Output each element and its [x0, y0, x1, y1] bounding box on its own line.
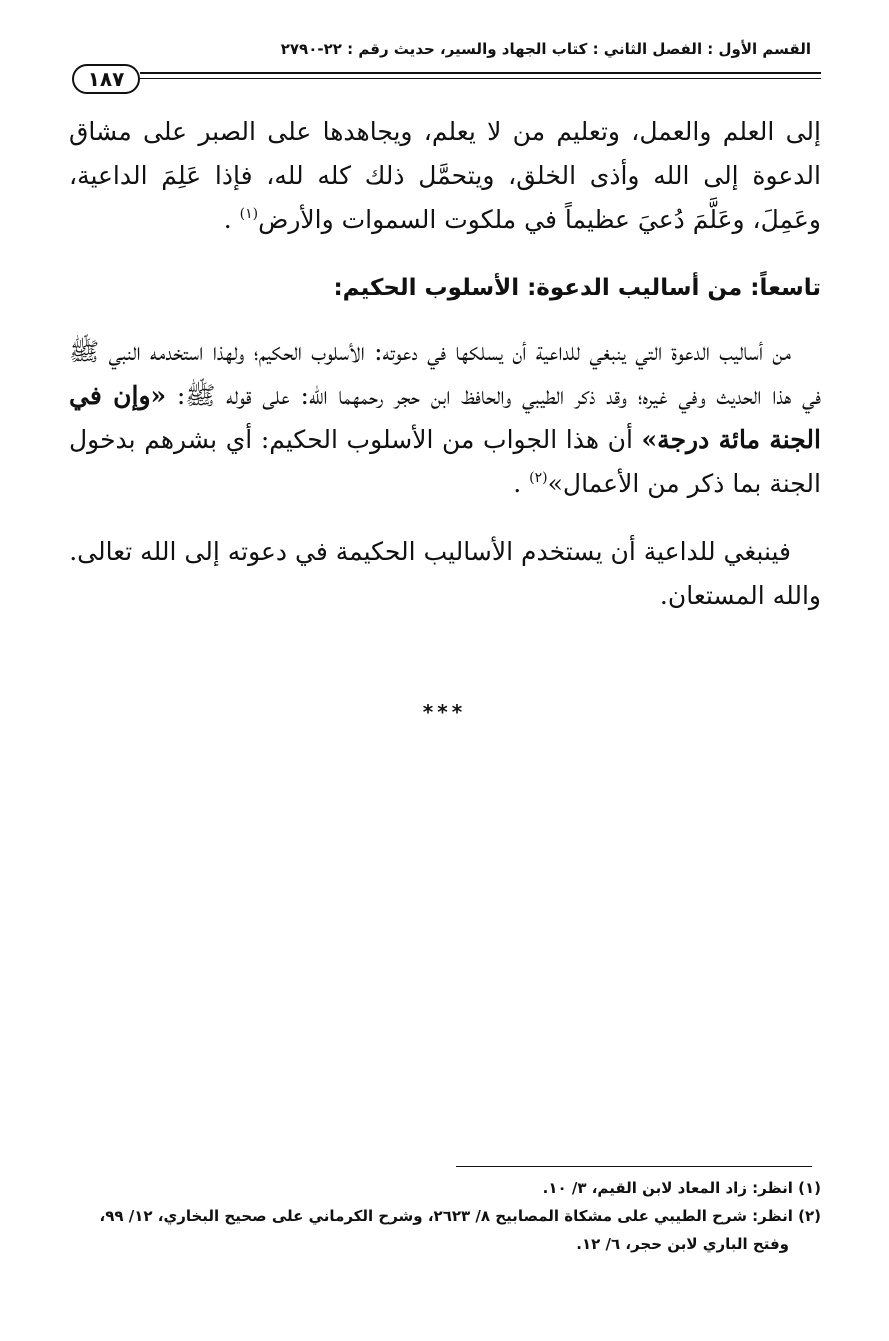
header-rule-thick: [140, 72, 821, 74]
hadith-quote: «وإن في الجنة مائة درجة»: [69, 381, 821, 454]
paragraph-1-end: .: [223, 205, 232, 234]
footnote-2-continuation: وفتح الباري لابن حجر، ٦/ ١٢.: [576, 1235, 789, 1253]
running-header: القسم الأول : الفصل الثاني : كتاب الجهاد والسير، حديث رقم : ٢٢-٢٧٩٠: [280, 40, 811, 58]
footnotes: [69, 1174, 821, 1258]
footnote-ref-2: (٢): [529, 470, 548, 486]
footnote-ref-1: (١): [239, 206, 259, 222]
main-text: [69, 110, 821, 618]
paragraph-2-text-a: من أساليب الدعوة التي ينبغي للداعية أن يسلكها في دعوته: الأسلوب الحكيم؛ ولهذا استخدمه النبي ﷺ في هذا الحديث وفي غيره؛ وقد ذكر الطيبي والحافظ ابن حجر رحمهما الله: على قوله ﷺ:: [69, 337, 821, 410]
footnote-1: (١) انظر: زاد المعاد لابن القيم، ٣/ ١٠.: [542, 1179, 821, 1197]
paragraph-3: فينبغي للداعية أن يستخدم الأساليب الحكيمة في دعوته إلى الله تعالى.: [69, 537, 791, 566]
header-rule: [140, 72, 821, 79]
paragraph-2-text-b: أن هذا الجواب من الأسلوب الحكيم: أي بشرهم بدخول الجنة بما ذكر من الأعمال»: [69, 425, 821, 498]
paragraph-4: والله المستعان.: [659, 581, 821, 610]
footnote-2: (٢) انظر: شرح الطيبي على مشكاة المصابيح ٨/ ٢٦٢٣، وشرح الكرماني على صحيح البخاري، ١٢/ ٩٩،: [99, 1207, 821, 1225]
paragraph-1-text: إلى العلم والعمل، وتعليم من لا يعلم، ويجاهدها على الصبر على مشاق الدعوة إلى الله وأذى الخلق، ويتحمَّل ذلك كله لله، فإذا عَلِمَ الداعية، وعَمِلَ، وعَلَّمَ دُعيَ عظيماً في ملكوت السموات والأرض: [69, 117, 821, 234]
header-rule-thin: [140, 78, 821, 79]
paragraph-2: [69, 330, 821, 506]
footnote-rule: [456, 1166, 812, 1167]
section-heading: تاسعاً: من أساليب الدعوة: الأسلوب الحكيم:: [333, 275, 821, 301]
paragraph-1: [69, 110, 821, 242]
page-number: ١٨٧: [72, 64, 140, 94]
section-ornament: ***: [422, 700, 467, 724]
paragraph-2-end: .: [513, 469, 522, 498]
